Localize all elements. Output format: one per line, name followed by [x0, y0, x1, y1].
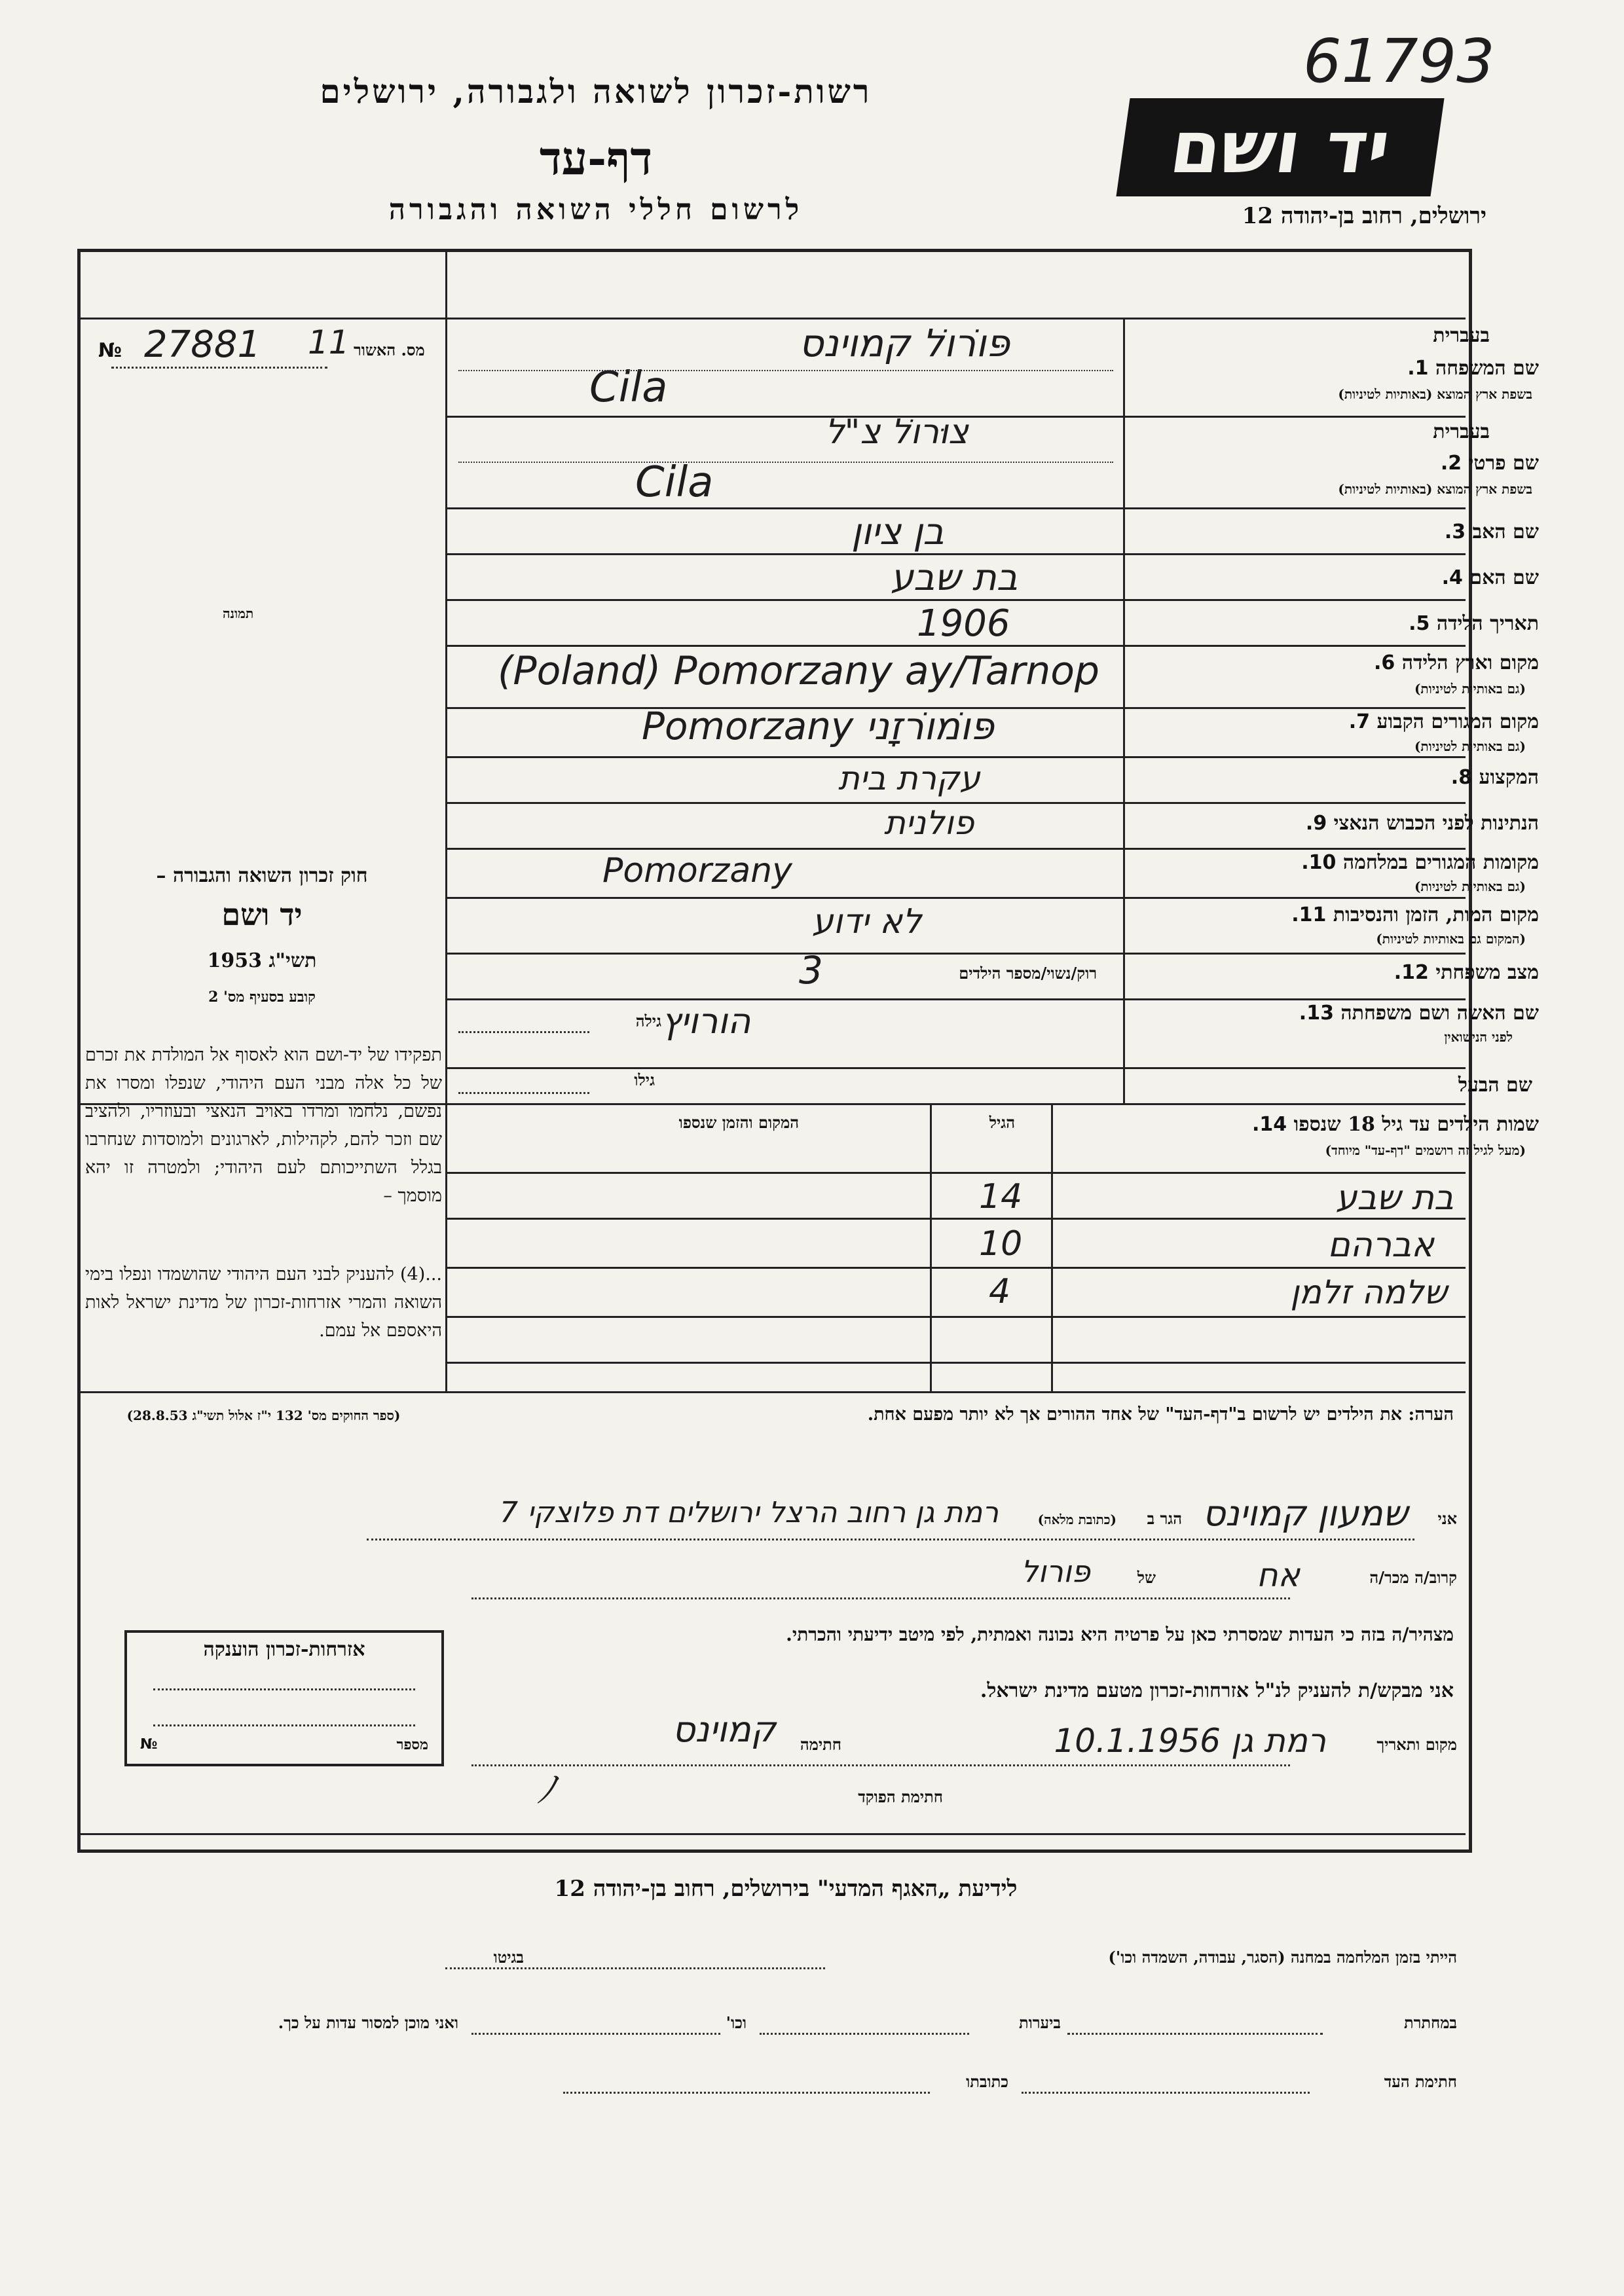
officer-scribble: ﾉ	[537, 1769, 555, 1812]
bottom-line3-a: חתימת העד	[1384, 2072, 1457, 2091]
field-2-latin-note: בשפת ארץ המוצא (באותיות לטיניות)	[1338, 481, 1532, 497]
field-6-value: (Poland) Pomorzany ay/Tarnop	[498, 648, 1100, 694]
child-1-age: 14	[979, 1177, 1023, 1216]
field-1-latin-note: בשפת ארץ המוצא (באותיות לטיניות)	[1338, 386, 1532, 402]
signature-value: קמוינס	[672, 1709, 776, 1750]
address-label: (כתובת מלאה)	[1037, 1512, 1116, 1527]
field-4-value: בת שבע	[891, 556, 1018, 599]
field-10-value: Pomorzany	[602, 851, 792, 890]
witness-name: שמעון קמוינס	[1202, 1493, 1408, 1534]
field-5-value: 1906	[917, 602, 1010, 645]
citizenship-box	[124, 1630, 444, 1766]
approval-label: מס. האשור	[354, 340, 425, 359]
field-13-label: שם האשה ושם משפחתה 13.	[1299, 1002, 1539, 1025]
field-10-label: מקומות המגורים במלחמה 10.	[1301, 851, 1539, 874]
citizenship-number-label: מספר	[396, 1736, 428, 1753]
field-7-note: (גם באותיות לטיניות)	[1414, 738, 1526, 754]
field-8-value: עקרת בית	[838, 759, 980, 797]
law-text-2: ...(4) להעניק לבני העם היהודי שהושמדו ונפלו בימי השואה והמרי אזרחות-זכרון של מדינת ישראל לאות היאספם אל עמם.	[85, 1264, 442, 1341]
husband-name-label: שם הבעל	[1458, 1074, 1532, 1097]
i-label: אני	[1437, 1509, 1457, 1528]
child-3-name: שלמה זלמן	[1290, 1273, 1447, 1311]
law-text: תפקידו של יד-ושם הוא לאסוף אל המולדת את זכרם של כל אלה מבני העם היהודי, שנפלו ומסרו את נפשם, נלחמו ומרדו באויב הנאצי ובעוזריו, ולהציב שם וזכר להם, לקהילות, לארגונים ולמוסדות שנחרבו בגלל השתייכותם לעם היהודי; ולמטרה זו יהא מוסמך –	[85, 1045, 442, 1206]
registration-number: 27881	[144, 323, 261, 366]
of-value: פּורול	[1021, 1554, 1090, 1589]
citizenship-no-sign: №	[140, 1736, 158, 1753]
field-11-label: מקום המות, הזמן והנסיבות 11.	[1291, 903, 1539, 926]
relation-label: קרוב/ה מכר/ה	[1369, 1568, 1457, 1587]
declaration-line-1	[344, 1493, 1457, 1542]
field-13-value: הורויץ	[661, 1000, 751, 1042]
bottom-title: לידיעת „האגף המדעי" בירושלים, רחוב בן-יהודה 12	[554, 1876, 1018, 1902]
photo-label: תמונה	[223, 606, 254, 621]
field-9-value: פולנית	[884, 804, 974, 842]
resident-label: הגר ב	[1147, 1509, 1182, 1528]
field-13-note: לפני הנישואין	[1444, 1029, 1513, 1045]
field-12-extra: רוק/נשוי/מספר הילדים	[959, 964, 1097, 983]
field-13-wife-age-label: גילה	[635, 1011, 661, 1030]
field-7-value: Pomorzany פּוֹמוֹרזָני	[642, 704, 995, 748]
children-place-header: המקום והזמן שנספו	[678, 1113, 799, 1132]
field-6-note: (גם באותיות לטיניות)	[1414, 681, 1526, 697]
child-3-age: 4	[989, 1272, 1011, 1311]
no-sign: №	[98, 339, 122, 362]
field-2-label: שם פרטי 2.	[1440, 452, 1539, 475]
witness-address: רמת גן רחוב הרצל ירושלים דת פלוצקי 7	[500, 1496, 999, 1529]
bottom-line3-b: כתובתו	[966, 2072, 1008, 2091]
children-header-note: (מעל לגיל זה רושמים "דף-עד" מיוחד)	[1325, 1142, 1526, 1158]
field-3-value: בן ציון	[851, 511, 944, 553]
law-year: תשי"ג 1953	[207, 949, 317, 972]
law-name: יד ושם	[221, 897, 303, 932]
field-8-label: המקצוע 8.	[1450, 766, 1539, 789]
archive-number: 61793	[1303, 26, 1495, 96]
registration-suffix: 11	[308, 323, 350, 361]
children-header: שמות הילדים עד גיל 18 שנספו 14.	[1251, 1113, 1539, 1136]
child-2-age: 10	[979, 1224, 1023, 1264]
field-7-label: מקום המגורים הקבוע 7.	[1348, 710, 1539, 733]
declaration-line-2	[540, 1554, 1457, 1601]
bottom-line2-a: במחתרת	[1403, 2013, 1457, 2032]
of-label: של	[1137, 1568, 1156, 1587]
request-text: אני מבקש/ת להעניק לנ"ל אזרחות-זכרון מטעם מדינת ישראל.	[980, 1679, 1454, 1702]
field-4-label: שם האם 4.	[1441, 566, 1539, 589]
place-date-label: מקום ותאריך	[1376, 1735, 1457, 1754]
bottom-line2-b: ביערות	[1018, 2013, 1061, 2032]
field-11-value: לא ידוע	[812, 902, 922, 941]
declare-text: מצהיר/ה בזה כי העדות שמסרתי כאן על פרטיה היא נכונה ואמתית, לפי מיטב ידיעתי והכרתי.	[786, 1624, 1454, 1645]
child-2-name: אברהם	[1327, 1226, 1434, 1265]
law-title: חוק זכרון השואה והגבורה –	[156, 864, 368, 887]
form-title: דף-עד	[539, 131, 653, 185]
field-2-value-hebrew: צוּרוֹל צ"ל	[825, 412, 969, 452]
bottom-line1-b: בגיטו	[493, 1948, 524, 1967]
children-age-header: הגיל	[989, 1113, 1015, 1132]
declaration-line-sign	[344, 1709, 1457, 1768]
field-6-label: מקום וארץ הלידה 6.	[1373, 651, 1539, 674]
logo-text: יד ושם	[1165, 105, 1395, 189]
bottom-line2-d: ואני מוכן למסור עדות על כך.	[278, 2013, 458, 2032]
registration-number-row	[92, 323, 432, 367]
field-5-label: תאריך הלידה 5.	[1409, 612, 1539, 635]
header-address: ירושלים, רחוב בן-יהודה 12	[1242, 203, 1486, 229]
field-3-label: שם האב 3.	[1444, 520, 1539, 543]
law-clause: קובע בסעיף מס' 2	[208, 989, 316, 1006]
field-1-label: שם המשפחה 1.	[1407, 357, 1539, 380]
field-2-value-latin: Cila	[635, 458, 714, 507]
field-9-label: הנתינות לפני הכבוש הנאצי 9.	[1305, 812, 1539, 835]
citizenship-title: אזרחות-זכרון הוענקה	[203, 1638, 365, 1661]
field-1-hebrew-label: בעברית	[1433, 324, 1490, 347]
bottom-line1-a: הייתי בזמן המלחמה במחנה (הסגר, עבודה, השמדה וכו')	[1108, 1948, 1457, 1967]
law-source: (ספר החוקים מס' 132 י"ז אלול תשי"ג 28.8.53)	[126, 1408, 401, 1423]
yad-vashem-logo	[1116, 98, 1444, 196]
field-12-value: 3	[799, 948, 823, 993]
child-1-name: בת שבע	[1335, 1178, 1454, 1218]
place-date-value: רמת גן 10.1.1956	[1054, 1722, 1326, 1760]
bottom-line2-c: וכו'	[726, 2013, 747, 2032]
husband-age-label: גילו	[634, 1070, 655, 1089]
signature-label: חתימה	[800, 1735, 841, 1754]
field-1-value-hebrew: פּוֹרוֹל קמוינס	[799, 321, 1010, 365]
officer-signature-label: חתימת הפוקד	[858, 1787, 943, 1806]
field-2-hebrew-label: בעברית	[1433, 420, 1490, 443]
relation-value: אח	[1256, 1556, 1300, 1594]
field-1-value-latin: Cila	[589, 363, 668, 412]
field-10-note: (גם באותיות לטיניות)	[1414, 879, 1526, 894]
form-subtitle: לרשום חללי השואה והגבורה	[388, 193, 803, 227]
children-note: הערה: את הילדים יש לרשום ב"דף-העד" של אחד ההורים אך לא יותר מפעם אחת.	[867, 1404, 1454, 1425]
field-12-label: מצב משפחתי 12.	[1393, 961, 1539, 984]
org-line: רשות-זכרון לשואה ולגבורה, ירושלים	[320, 72, 872, 111]
field-11-note: (המקום גם באותיות לטיניות)	[1376, 931, 1526, 947]
